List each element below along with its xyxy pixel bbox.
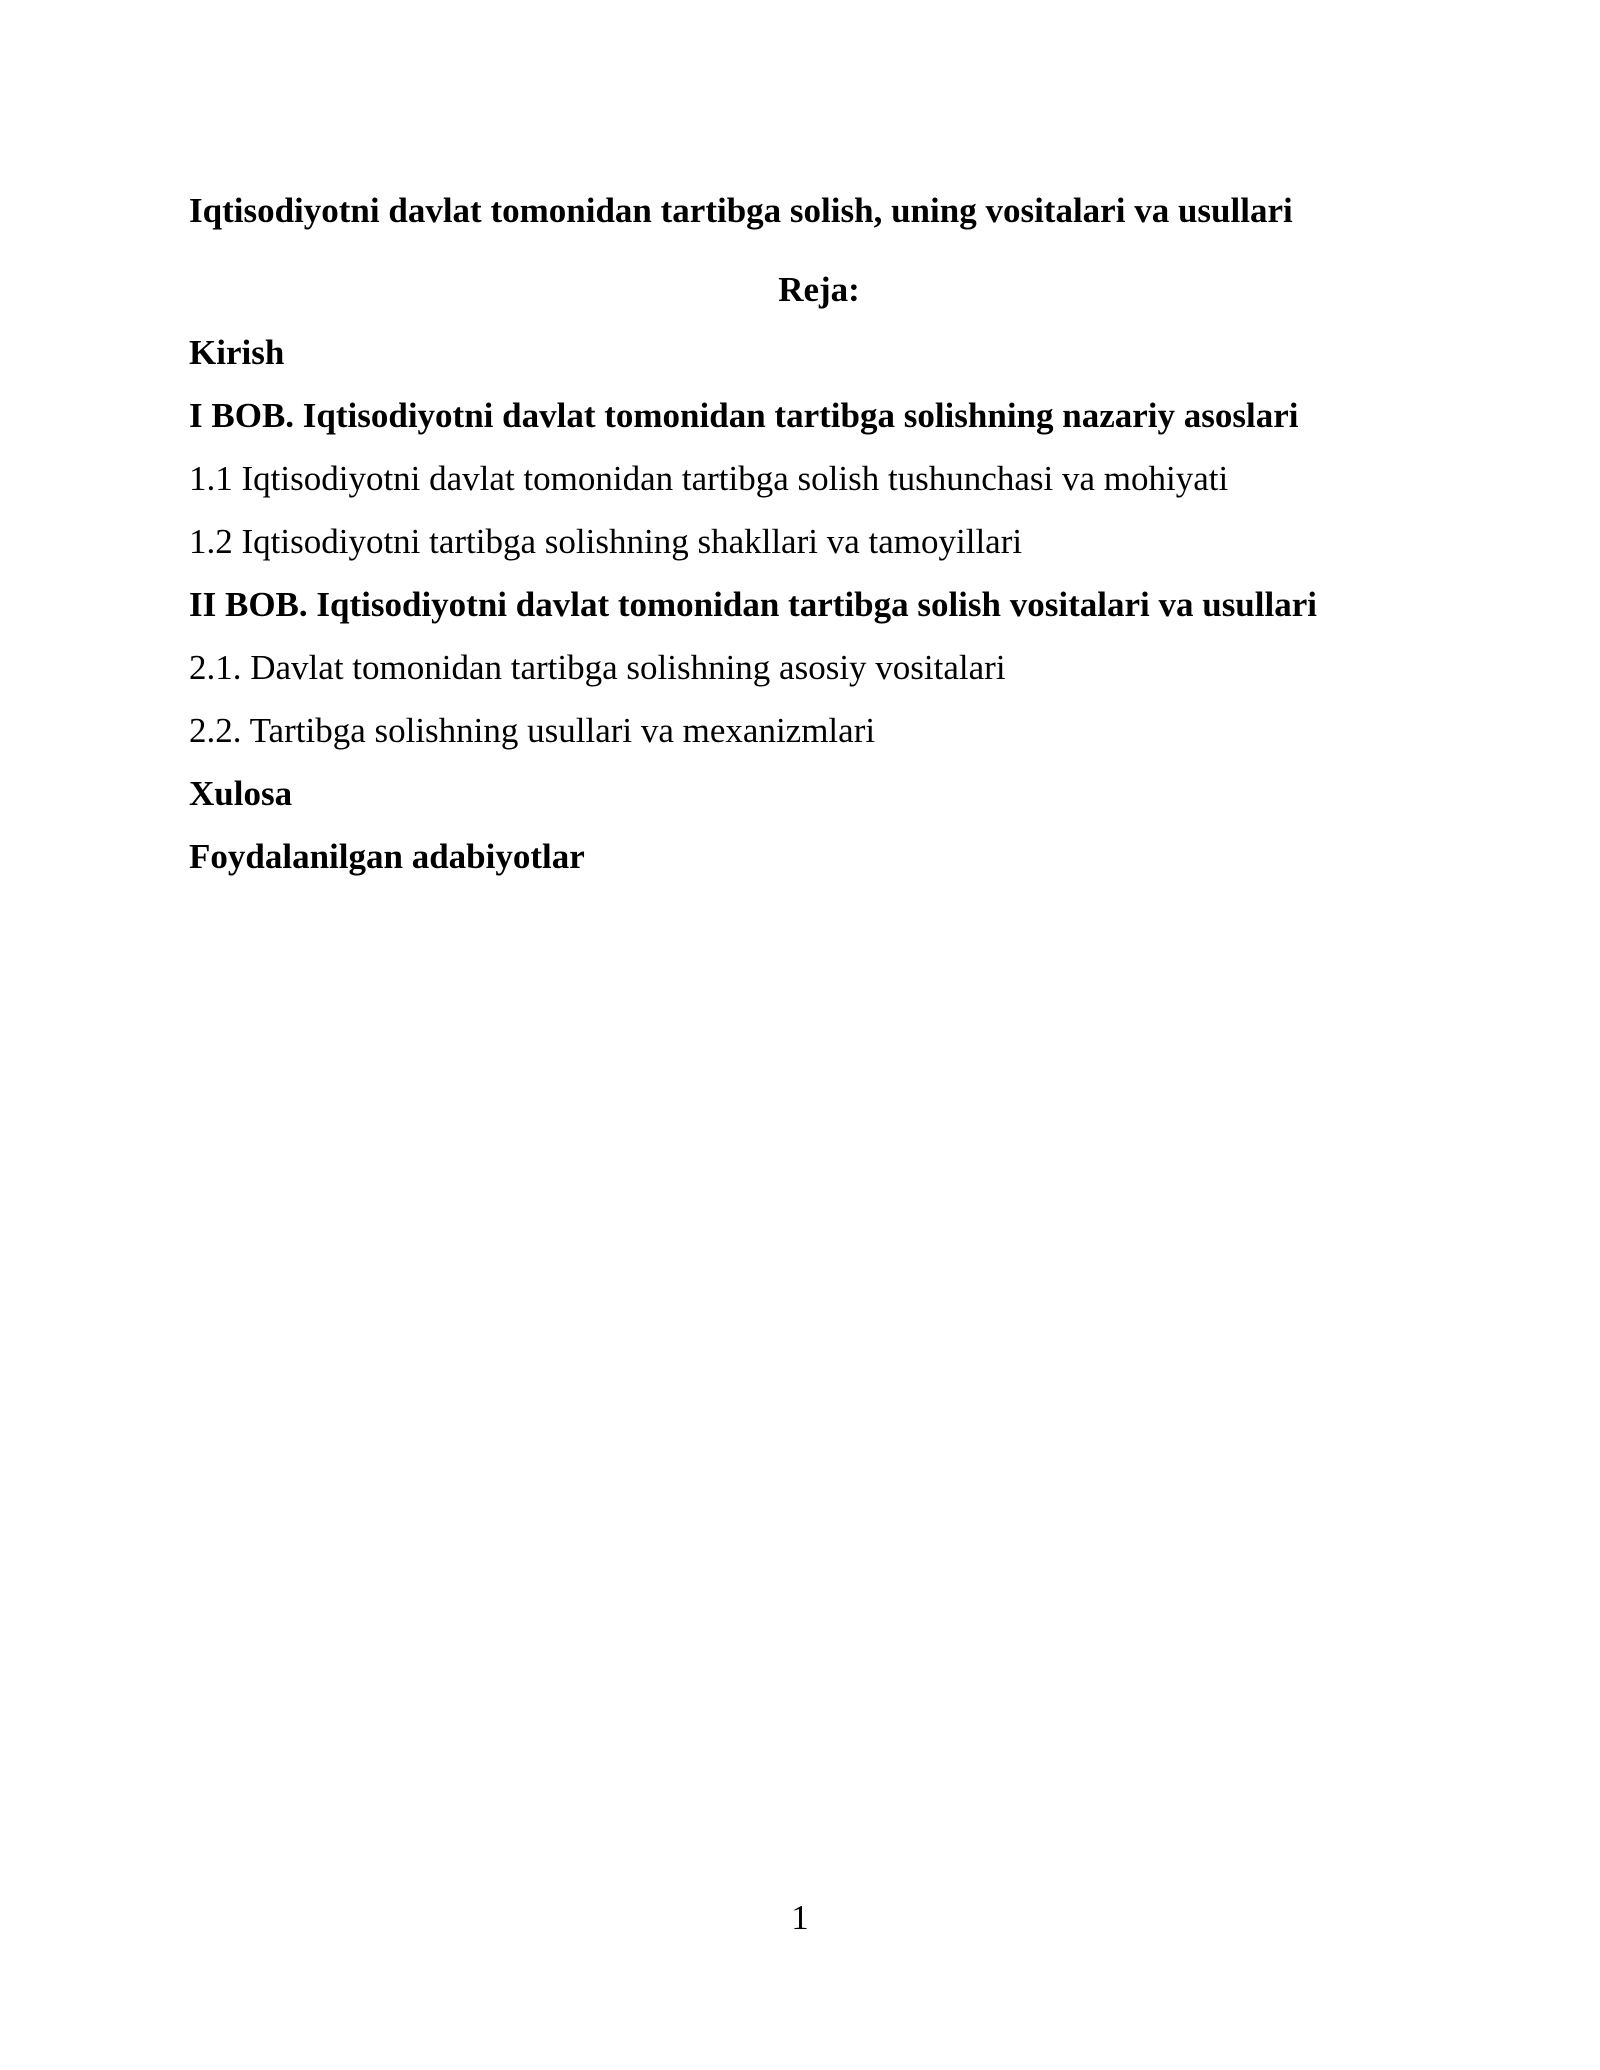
outline-section-2-2: 2.2. Tartibga solishning usullari va mexanizmlari: [189, 711, 876, 750]
outline-section-2-1: 2.1. Davlat tomonidan tartibga solishning asosiy vositalari: [189, 648, 1006, 687]
page-content: [189, 188, 1419, 888]
document-title: Iqtisodiyotni davlat tomonidan tartibga solish, uning vositalari va usullari: [189, 191, 1293, 230]
outline-section-1-2: 1.2 Iqtisodiyotni tartibga solishning shakllari va tamoyillari: [189, 522, 1023, 561]
outline-section-1-1: 1.1 Iqtisodiyotni davlat tomonidan tartibga solish tushunchasi va mohiyati: [189, 459, 1229, 498]
outline-item-introduction: Kirish: [189, 333, 285, 372]
outline-chapter-1: I BOB. Iqtisodiyotni davlat tomonidan tartibga solishning nazariy asoslari: [189, 396, 1299, 435]
outline-chapter-2: II BOB. Iqtisodiyotni davlat tomonidan tartibga solish vositalari va usullari: [189, 585, 1317, 624]
plan-heading: Reja:: [778, 270, 860, 309]
outline-item-conclusion: Xulosa: [189, 774, 293, 813]
page-number: 1: [791, 1898, 809, 1937]
outline-item-references: Foydalanilgan adabiyotlar: [189, 837, 585, 876]
